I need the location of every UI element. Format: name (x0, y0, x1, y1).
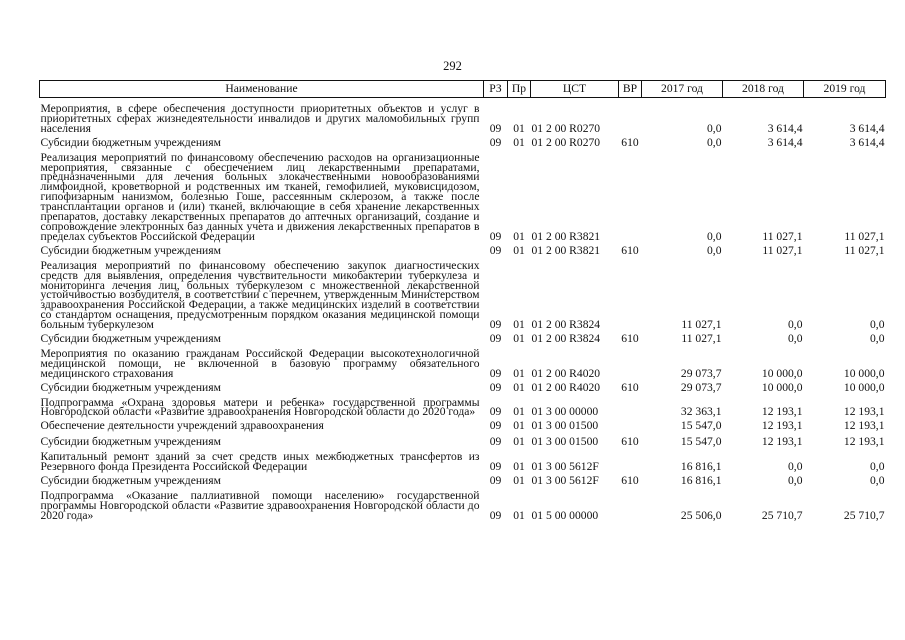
row-2019: 3 614,4 (849, 121, 885, 135)
header-2017: 2017 год (642, 81, 723, 98)
row-vr (619, 449, 642, 472)
row-2017: 0,0 (707, 243, 722, 257)
row-2018: 12 193,1 (761, 419, 803, 433)
row-2019: 12 193,1 (843, 435, 885, 449)
row-cst: 01 2 00 R3821 (531, 243, 601, 257)
row-2017: 0,0 (707, 121, 722, 135)
row-2018: 3 614,4 (767, 135, 803, 149)
row-vr: 610 (621, 380, 639, 394)
row-2019: 12 193,1 (843, 419, 885, 433)
row-pr: 01 (513, 332, 525, 346)
row-2019: 0,0 (870, 318, 885, 332)
row-2018: 3 614,4 (767, 121, 803, 135)
row-name: Мероприятия по оказанию гражданам Российской Федерации высокотехнологичной медицинской помощи, не включенной в базовую программу обязательного медицинского страхования (40, 346, 480, 380)
table-row (40, 346, 886, 379)
header-rz: РЗ (484, 81, 508, 98)
header-name: Наименование (40, 81, 484, 98)
row-name: Субсидии бюджетным учреждениям (40, 380, 221, 394)
row-rz: 09 (489, 121, 502, 135)
header-2018: 2018 год (723, 81, 804, 98)
row-rz: 09 (489, 229, 502, 243)
header-pr: Пр (508, 81, 531, 98)
row-pr: 01 (513, 243, 525, 257)
row-2018: 0,0 (788, 318, 803, 332)
row-rz: 09 (489, 460, 502, 474)
row-pr: 01 (513, 405, 525, 419)
row-2018: 10 000,0 (761, 366, 803, 380)
row-2017: 11 027,1 (681, 318, 722, 332)
row-2017: 29 073,7 (680, 380, 722, 394)
row-vr (619, 346, 642, 379)
row-2019: 10 000,0 (843, 366, 885, 380)
row-2017: 0,0 (707, 229, 722, 243)
row-vr (619, 417, 642, 433)
row-pr: 01 (513, 380, 525, 394)
row-2019: 11 027,1 (844, 243, 885, 257)
row-rz: 09 (489, 508, 502, 522)
row-2018: 0,0 (788, 474, 803, 487)
header-cst: ЦСТ (531, 81, 619, 98)
row-2018: 12 193,1 (761, 435, 803, 449)
table-row (40, 433, 886, 449)
row-pr: 01 (513, 474, 525, 487)
row-rz: 09 (489, 318, 502, 332)
row-vr (619, 488, 642, 521)
row-pr: 01 (513, 366, 525, 380)
row-pr: 01 (513, 135, 525, 149)
row-pr: 01 (513, 508, 525, 522)
table-row (40, 449, 886, 472)
row-2017: 29 073,7 (680, 366, 722, 380)
table-row (40, 150, 886, 242)
row-2018: 11 027,1 (762, 229, 803, 243)
row-cst: 01 2 00 R3824 (531, 318, 601, 332)
row-pr: 01 (513, 121, 525, 135)
row-cst: 01 2 00 R4020 (531, 380, 601, 394)
row-vr: 610 (621, 435, 639, 449)
row-name: Субсидии бюджетным учреждениям (40, 435, 221, 449)
row-name: Реализация мероприятий по финансовому обеспечению закупок диагностических средств для выявления, определения чувствительности микобактерии туберкулеза и мониторинга лечения лиц, больных туберкулезом с множественной лекарственной устойчивостью возбудителя, в соответствии с перечнем, утвержденным Министерством здравоохранения Российской Федерации, а также медицинских изделий в соответствии со стандартом оснащения, предусмотренным порядком оказания медицинской помощи больным туберкулезом (40, 258, 480, 332)
page-number: 292 (443, 59, 462, 73)
table-row (40, 488, 886, 521)
row-2019: 11 027,1 (844, 229, 885, 243)
row-2017: 25 506,0 (680, 508, 722, 522)
row-2018: 11 027,1 (762, 243, 803, 257)
row-2017: 32 363,1 (680, 405, 722, 419)
row-name: Реализация мероприятий по финансовому обеспечению расходов на организационные мероприятия, связанные с обеспечением лиц лекарственными препаратами, предназначенными для лечения больных злокачественными новообразованиями лимфоидной, кроветворной и родственных им тканей, гемофилией, муковисцидозом, гипофизарным нанизмом, болезнью Гоше, рассеянным склерозом, а также после трансплантации органов и (или) тканей, включающие в себя хранение лекарственных препаратов, доставку лекарственных препаратов до аптечных организаций, создание и сопровождение электронных баз данных учета и движения лекарственных препаратов в пределах субъектов Российской Федерации (40, 150, 480, 243)
row-name: Обеспечение деятельности учреждений здравоохранения (40, 419, 324, 433)
row-name: Подпрограмма «Оказание паллиативной помощи населению» государственной программы Новгородской области «Развитие здравоохранения Новгородской области до 2020 года» (40, 488, 480, 522)
row-cst: 01 3 00 01500 (531, 435, 599, 449)
row-pr: 01 (513, 419, 525, 433)
row-vr: 610 (621, 474, 639, 487)
row-pr: 01 (513, 318, 525, 332)
row-rz: 09 (489, 243, 502, 257)
row-cst: 01 3 00 00000 (531, 405, 599, 419)
table-row (40, 134, 886, 150)
row-cst: 01 2 00 R3824 (531, 332, 601, 346)
row-pr: 01 (513, 460, 525, 474)
row-rz: 09 (489, 332, 502, 346)
row-2017: 15 547,0 (680, 419, 722, 433)
budget-table (39, 80, 886, 521)
row-name: Субсидии бюджетным учреждениям (40, 474, 221, 487)
row-2019: 0,0 (870, 332, 885, 346)
table-row (40, 417, 886, 433)
row-2017: 16 816,1 (680, 460, 722, 474)
row-vr (619, 258, 642, 330)
row-name: Субсидии бюджетным учреждениям (40, 243, 221, 257)
table-header-row (40, 81, 886, 98)
row-vr (619, 395, 642, 418)
row-cst: 01 2 00 R0270 (531, 135, 601, 149)
row-rz: 09 (489, 405, 502, 419)
table-body (40, 98, 886, 521)
row-vr: 610 (621, 243, 639, 257)
row-cst: 01 3 00 5612F (531, 474, 599, 487)
row-2018: 0,0 (788, 332, 803, 346)
row-vr: 610 (621, 332, 639, 346)
row-2019: 25 710,7 (843, 508, 885, 522)
row-pr: 01 (513, 229, 525, 243)
row-2017: 0,0 (707, 135, 722, 149)
row-rz: 09 (489, 135, 502, 149)
row-2019: 12 193,1 (843, 405, 885, 419)
table-row (40, 101, 886, 134)
row-name: Подпрограмма «Охрана здоровья матери и ребенка» государственной программы Новгородской области «Развитие здравоохранения Новгородской области до 2020 года» (40, 395, 480, 419)
header-2019: 2019 год (804, 81, 886, 98)
row-2019: 10 000,0 (843, 380, 885, 394)
row-name: Мероприятия, в сфере обеспечения доступности приоритетных объектов и услуг в приоритетных сферах жизнедеятельности инвалидов и других маломобильных групп населения (40, 102, 480, 135)
row-name: Субсидии бюджетным учреждениям (40, 135, 221, 149)
table-row (40, 330, 886, 346)
row-2019: 3 614,4 (849, 135, 885, 149)
row-rz: 09 (489, 435, 502, 449)
row-2018: 10 000,0 (761, 380, 803, 394)
row-rz: 09 (489, 419, 502, 433)
row-vr: 610 (621, 135, 639, 149)
row-cst: 01 2 00 R0270 (531, 121, 601, 135)
row-name: Субсидии бюджетным учреждениям (40, 332, 221, 346)
row-2017: 16 816,1 (680, 474, 722, 487)
table-row (40, 242, 886, 258)
row-cst: 01 2 00 R4020 (531, 366, 601, 380)
row-vr (619, 101, 642, 134)
row-cst: 01 2 00 R3821 (531, 229, 601, 243)
table-row (40, 472, 886, 488)
table-row (40, 395, 886, 418)
row-rz: 09 (489, 380, 502, 394)
row-2019: 0,0 (870, 474, 885, 487)
row-vr (619, 150, 642, 242)
row-2018: 0,0 (788, 460, 803, 474)
row-cst: 01 3 00 5612F (531, 460, 599, 474)
row-2017: 11 027,1 (681, 332, 722, 346)
row-cst: 01 3 00 01500 (531, 419, 599, 433)
table-row (40, 379, 886, 395)
row-2019: 0,0 (870, 460, 885, 474)
row-rz: 09 (489, 474, 502, 487)
row-2017: 15 547,0 (680, 435, 722, 449)
header-vr: ВР (619, 81, 642, 98)
row-2018: 25 710,7 (761, 508, 803, 522)
table-row (40, 258, 886, 330)
row-name: Капитальный ремонт зданий за счет средств иных межбюджетных трансфертов из Резервного фонда Президента Российской Федерации (40, 450, 480, 474)
row-rz: 09 (489, 366, 502, 380)
row-2018: 12 193,1 (761, 405, 803, 419)
row-cst: 01 5 00 00000 (531, 508, 599, 522)
row-pr: 01 (513, 435, 525, 449)
